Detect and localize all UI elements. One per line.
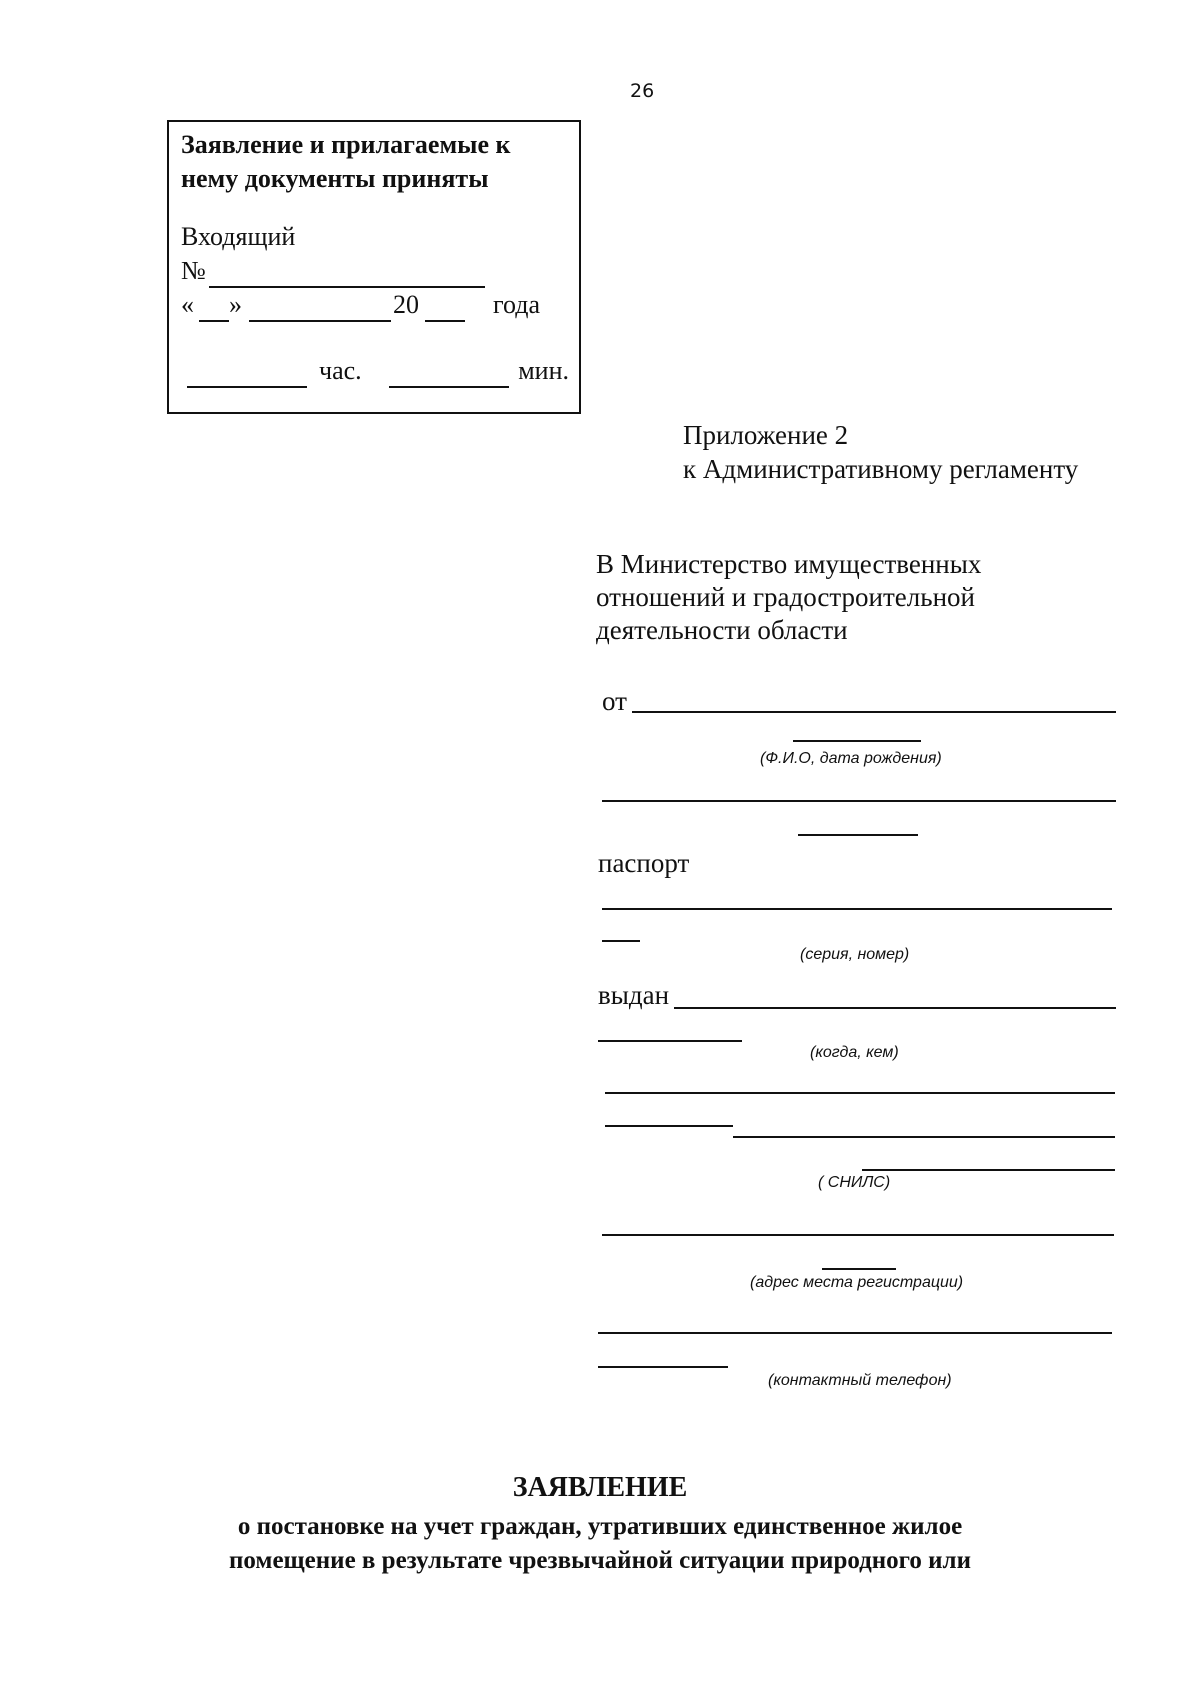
- document-title: ЗАЯВЛЕНИЕ: [512, 1472, 688, 1503]
- registration-stamp: [167, 120, 581, 414]
- stamp-title: Заявление и прилагаемые к нему документы приняты: [181, 130, 511, 193]
- stamp-hours-field[interactable]: [187, 386, 307, 388]
- stamp-day-field[interactable]: [199, 320, 229, 322]
- phone-hint: (контактный телефон): [768, 1372, 952, 1389]
- stamp-year-field[interactable]: [425, 320, 465, 322]
- issued-field-stub-2: [605, 1125, 733, 1127]
- fio-field[interactable]: [632, 711, 1116, 713]
- issued-field-stub: [598, 1040, 742, 1042]
- document-subtitle-line-2: помещение в результате чрезвычайной ситуации природного или: [229, 1547, 971, 1574]
- fio-field-continuation[interactable]: [602, 800, 1116, 802]
- address-field-stub: [822, 1268, 896, 1270]
- snils-hint: ( СНИЛС): [818, 1174, 891, 1191]
- stamp-hours-word: час.: [319, 356, 362, 385]
- stamp-quote-close: »: [229, 290, 242, 319]
- addressee-line-1: В Министерство имущественных: [596, 549, 982, 579]
- issued-field[interactable]: [674, 1007, 1116, 1009]
- annex-line-1: Приложение 2: [683, 420, 849, 450]
- phone-field-stub: [598, 1366, 728, 1368]
- addressee-line-2: отношений и градостроительной: [596, 582, 975, 612]
- series-hint: (серия, номер): [800, 946, 910, 963]
- stamp-month-field[interactable]: [249, 320, 391, 322]
- phone-field[interactable]: [598, 1332, 1112, 1334]
- document-subtitle-line-1: о постановке на учет граждан, утративших единственное жилое: [237, 1513, 963, 1540]
- fio-hint: (Ф.И.О, дата рождения): [760, 750, 942, 767]
- stamp-incoming-label: Входящий: [181, 222, 296, 251]
- stamp-year-word: года: [493, 290, 541, 319]
- addressee-block: [596, 548, 981, 647]
- stamp-number-field[interactable]: [209, 286, 485, 288]
- addressee-line-3: деятельности области: [596, 615, 848, 645]
- issued-label: выдан: [598, 980, 670, 1010]
- passport-field[interactable]: [602, 908, 1112, 910]
- annex-line-2: к Административному регламенту: [683, 454, 1079, 484]
- issued-field-continuation[interactable]: [605, 1092, 1115, 1094]
- page-number: 26: [630, 80, 655, 102]
- fio-field-stub: [793, 740, 921, 742]
- snils-field[interactable]: [733, 1136, 1115, 1138]
- stamp-minutes-field[interactable]: [389, 386, 509, 388]
- stamp-number-sign: №: [181, 256, 206, 285]
- address-hint: (адрес места регистрации): [750, 1274, 964, 1291]
- stamp-quote-open: «: [181, 290, 194, 319]
- annex-note: [683, 418, 1078, 486]
- snils-field-stub: [862, 1169, 1115, 1171]
- fio-field-stub-2: [798, 834, 918, 836]
- address-field[interactable]: [602, 1234, 1114, 1236]
- from-label: от: [602, 686, 627, 716]
- stamp-minutes-word: мин.: [518, 356, 569, 385]
- issued-hint: (когда, кем): [810, 1044, 899, 1061]
- stamp-year-prefix: 20: [393, 290, 419, 319]
- passport-label: паспорт: [598, 848, 690, 878]
- passport-field-stub: [602, 940, 640, 942]
